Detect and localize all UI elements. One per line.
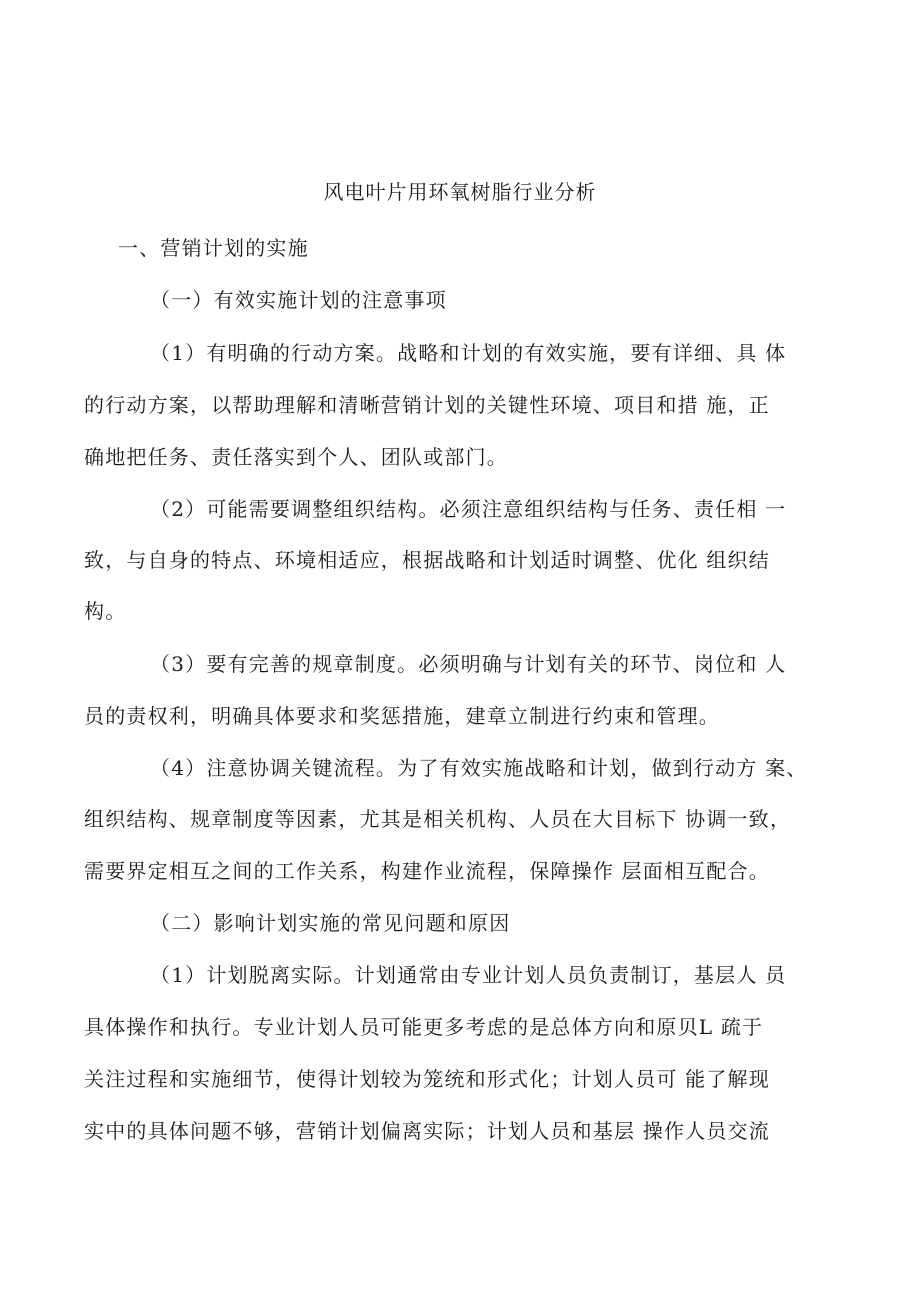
paragraph-line: 实中的具体问题不够，营销计划偏离实际；计划人员和基层 操作人员交流 xyxy=(84,1119,770,1143)
paragraph-line: 具体操作和执行。专业计划人员可能更多考虑的是总体方向和原贝L 疏于 xyxy=(84,1015,764,1039)
subsection-heading: （二）影响计划实施的常见问题和原因 xyxy=(150,911,511,935)
paragraph-line: 确地把任务、责任落实到个人、团队或部门。 xyxy=(84,445,508,469)
paragraph-line: 关注过程和实施细节，使得计划较为笼统和形式化；计划人员可 能了解现 xyxy=(84,1067,770,1091)
paragraph-line: （3）要有完善的规章制度。必须明确与计划有关的环节、岗位和 人 xyxy=(150,652,787,676)
paragraph-line: （1）计划脱离实际。计划通常由专业计划人员负责制订，基层人 员 xyxy=(150,963,787,987)
document-title: 风电叶片用环氧树脂行业分析 xyxy=(323,180,597,204)
paragraph-line: （4）注意协调关键流程。为了有效实施战略和计划，做到行动方 案、 xyxy=(150,756,808,780)
paragraph-line: 组织结构、规章制度等因素，尤其是相关机构、人员在大目标下 协调一致， xyxy=(84,807,792,831)
section-heading: 一、营销计划的实施 xyxy=(118,236,309,260)
paragraph-line: 需要界定相互之间的工作关系，构建作业流程，保障操作 层面相互配合。 xyxy=(84,859,770,883)
paragraph-line: （2）可能需要调整组织结构。必须注意组织结构与任务、责任相 一 xyxy=(150,497,787,521)
subsection-heading: （一）有效实施计划的注意事项 xyxy=(150,288,447,312)
paragraph-line: 致，与自身的特点、环境相适应，根据战略和计划适时调整、优化 组织结 xyxy=(84,548,770,572)
paragraph-line: 构。 xyxy=(84,599,127,623)
paragraph-line: 的行动方案，以帮助理解和清晰营销计划的关键性环境、项目和措 施，正 xyxy=(84,393,770,417)
paragraph-line: 员的责权利，明确具体要求和奖惩措施，建章立制进行约束和管理。 xyxy=(84,704,720,728)
paragraph-line: （1）有明确的行动方案。战略和计划的有效实施，要有详细、具 体 xyxy=(150,341,787,365)
